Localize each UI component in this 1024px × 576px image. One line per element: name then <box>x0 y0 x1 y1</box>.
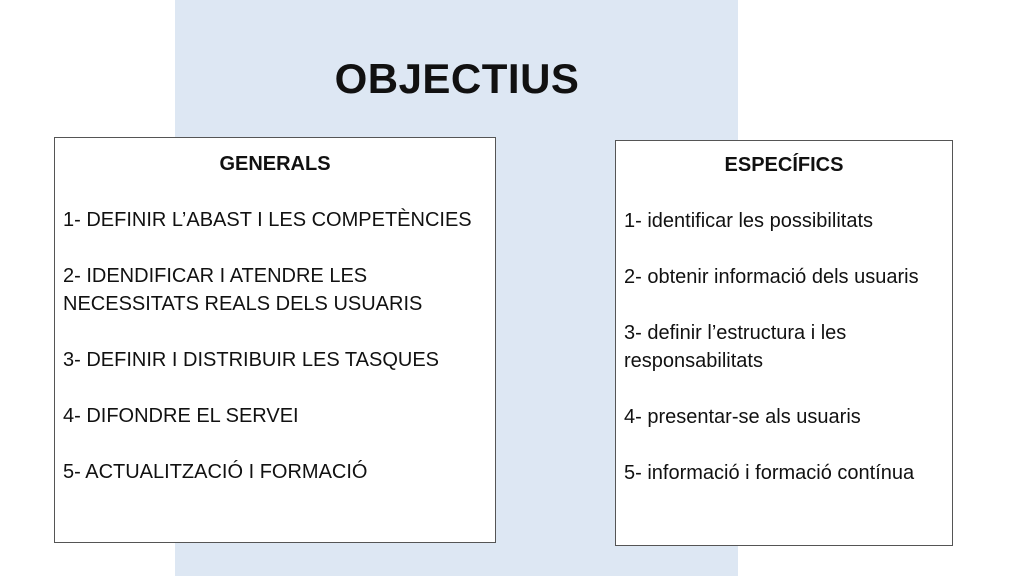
especifics-item: 2- obtenir informació dels usuaris <box>624 266 919 288</box>
generals-heading: GENERALS <box>219 153 331 175</box>
generals-item: 3- DEFINIR I DISTRIBUIR LES TASQUES <box>63 349 439 371</box>
generals-box <box>54 137 496 543</box>
especifics-box <box>615 140 953 546</box>
generals-item: 1- DEFINIR L’ABAST I LES COMPETÈNCIES <box>63 209 472 231</box>
especifics-heading: ESPECÍFICS <box>724 154 844 176</box>
generals-item: 4- DIFONDRE EL SERVEI <box>63 405 299 427</box>
especifics-item: 4- presentar-se als usuaris <box>624 406 861 428</box>
especifics-item: 1- identificar les possibilitats <box>624 210 873 232</box>
generals-item: 5- ACTUALITZACIÓ I FORMACIÓ <box>63 461 368 483</box>
especifics-item: 5- informació i formació contínua <box>624 462 915 484</box>
generals-item: 2- IDENDIFICAR I ATENDRE LES NECESSITATS REALS DELS USUARIS <box>63 265 423 315</box>
page-title: OBJECTIUS <box>334 55 580 102</box>
especifics-item: 3- definir l’estructura i les responsabilitats <box>624 322 847 372</box>
